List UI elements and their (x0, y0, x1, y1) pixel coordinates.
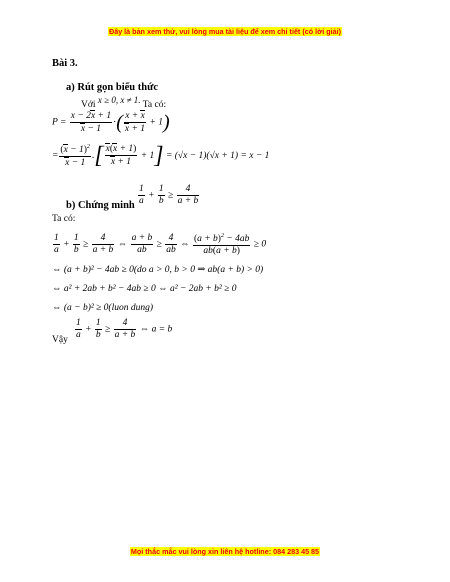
part-a-condition: Với x ≥ 0, x ≠ 1. Ta có: (81, 95, 167, 110)
part-b-conclusion: $\frac{1}{a}$ + $\frac{1}{b}$ ≥ $\frac{4}{a + b}$ ⇔ a = b (76, 318, 173, 340)
part-b-inequality: $\frac{1}{a}$ + $\frac{1}{b}$ ≥ $\frac{4}{a + b}$ (139, 184, 199, 206)
part-b-step-1: $\frac{1}{a}$ + $\frac{1}{b}$ ≥ $\frac{4}{a + b}$ ⇔ $\frac{a + b}{ab}$ ≥ $\frac{4}{ab}$ ⇔ $\frac{(a + b)^2 - 4ab}{ab(a + b)}$ ≥ 0 (54, 232, 267, 257)
hotline-banner: Mọi thắc mắc vui lòng xin liên hệ hotline: 084 283 45 85 (130, 547, 320, 556)
part-b-step-3: ⇔ a² + 2ab + b² − 4ab ≥ 0 ⇔ a² − 2ab + b² ≥ 0 (52, 284, 237, 294)
exercise-title: Bài 3. (52, 58, 78, 69)
part-b-conclusion-word: Vậy (52, 335, 68, 345)
part-b-step-4: ⇔ (a − b)² ≥ 0(luon dung) (52, 303, 154, 313)
part-a-heading: a) Rút gọn biểu thức (66, 82, 159, 93)
part-b-step-2: ⇔ (a + b)² − 4ab ≥ 0(do a > 0, b > 0 ⇒ ab(a + b) > 0) (52, 265, 264, 275)
part-b-ta-co: Ta có: (52, 214, 76, 224)
p-expression: P = $\frac{x - 2x + 1}{x - 1}$ ·( $\frac{x + x}{x + 1}$ + 1) (52, 111, 170, 134)
part-b-heading: b) Chứng minh (66, 200, 135, 211)
preview-notice-banner: Đây là bản xem thử, vui lòng mua tài liệu để xem chi tiết (có lời giải) (109, 27, 341, 36)
p-simplification: = $\frac{(x - 1)^2}{x - 1}$ .[ $\frac{x(x + 1)}{x + 1}$ + 1] = (√x − 1)(√x + 1) = x − 1 (52, 142, 270, 169)
p-result: = (√x − 1)(√x + 1) = x − 1 (165, 150, 270, 161)
